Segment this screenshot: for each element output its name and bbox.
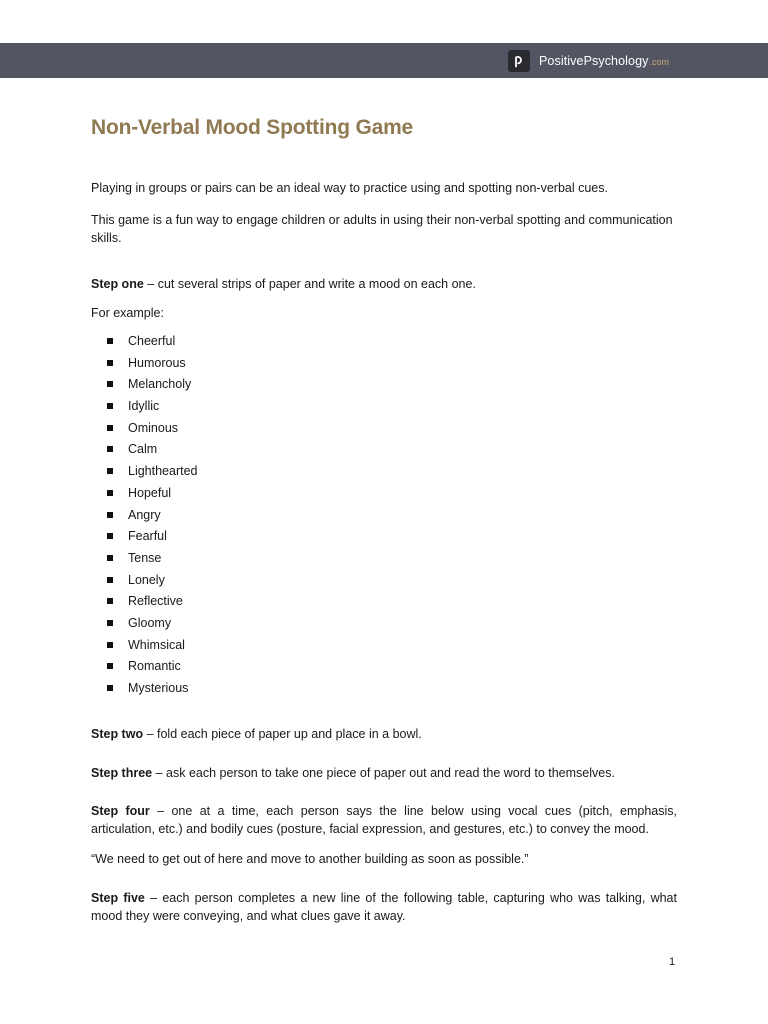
- for-example-label: For example:: [91, 306, 164, 320]
- brand-suffix: .com: [649, 57, 670, 67]
- list-item: [91, 636, 198, 658]
- step-one-label: Step one: [91, 277, 144, 291]
- intro-paragraph-1: Playing in groups or pairs can be an ideal way to practice using and spotting non-verbal cues.: [91, 181, 608, 195]
- step-one-text: – cut several strips of paper and write a mood on each one.: [143, 277, 476, 291]
- page-title: Non-Verbal Mood Spotting Game: [91, 116, 414, 139]
- list-item: [91, 440, 198, 462]
- mood-label: Gloomy: [128, 615, 172, 630]
- bullet-icon: [107, 533, 113, 539]
- mood-label: Reflective: [128, 594, 183, 609]
- bullet-icon: [107, 425, 113, 431]
- step-four-label: Step four: [91, 804, 150, 818]
- step-two-label: Step two: [91, 727, 144, 741]
- list-item: [91, 484, 198, 506]
- bullet-icon: [107, 598, 113, 604]
- step-two-text: – fold each piece of paper up and place in a bowl.: [143, 727, 422, 741]
- page-number: 1: [669, 956, 676, 968]
- header-banner: [0, 43, 768, 78]
- quote-line: “We need to get out of here and move to another building as soon as possible.”: [91, 852, 529, 866]
- list-item: [91, 549, 198, 571]
- bullet-icon: [107, 360, 113, 366]
- bullet-icon: [107, 577, 113, 583]
- mood-label: Lighthearted: [128, 464, 198, 479]
- mood-label: Romantic: [128, 659, 181, 674]
- bullet-icon: [107, 663, 113, 669]
- bullet-icon: [107, 381, 113, 387]
- list-item: [91, 571, 198, 593]
- mood-label: Mysterious: [128, 681, 189, 695]
- list-item: [91, 614, 198, 636]
- step-four: [91, 802, 677, 838]
- mood-label: Tense: [128, 550, 162, 565]
- mood-label: Calm: [128, 442, 158, 457]
- mood-label: Angry: [128, 507, 161, 522]
- bullet-icon: [107, 512, 113, 518]
- bullet-icon: [107, 468, 113, 474]
- list-item: [91, 419, 198, 441]
- mood-list: [91, 332, 198, 701]
- bullet-icon: [107, 620, 113, 626]
- step-five-label: Step five: [91, 891, 145, 905]
- step-five: [91, 889, 677, 925]
- list-item: [91, 332, 198, 354]
- bullet-icon: [107, 403, 113, 409]
- bullet-icon: [107, 555, 113, 561]
- list-item: [91, 354, 198, 376]
- mood-label: Hopeful: [128, 485, 172, 500]
- step-three-label: Step three: [91, 766, 153, 780]
- step-three: [91, 764, 677, 782]
- mood-label: Humorous: [128, 355, 186, 370]
- intro-paragraph-2: This game is a fun way to engage children or adults in using their non-verbal spotting and communication skills.: [91, 213, 673, 245]
- list-item: [91, 527, 198, 549]
- bullet-icon: [107, 685, 113, 691]
- mood-label: Lonely: [128, 572, 165, 587]
- mood-label: Cheerful: [128, 334, 176, 348]
- brand-logo-link[interactable]: [508, 50, 669, 72]
- positive-psychology-logo-icon: [508, 50, 530, 72]
- bullet-icon: [107, 490, 113, 496]
- step-one: [91, 275, 677, 293]
- step-three-text: – ask each person to take one piece of paper out and read the word to themselves.: [152, 766, 615, 780]
- list-item: [91, 506, 198, 528]
- list-item: [91, 592, 198, 614]
- bullet-icon: [107, 446, 113, 452]
- mood-label: Idyllic: [128, 399, 160, 414]
- bullet-icon: [107, 338, 113, 344]
- mood-label: Fearful: [128, 529, 167, 544]
- bullet-icon: [107, 642, 113, 648]
- list-item: [91, 462, 198, 484]
- brand-name: PositivePsychology: [539, 54, 649, 68]
- mood-label: Whimsical: [128, 637, 185, 652]
- list-item: [91, 679, 198, 701]
- list-item: [91, 397, 198, 419]
- mood-label: Melancholy: [128, 377, 192, 392]
- step-five-text: – each person completes a new line of the following table, capturing who was talking, what mood they were conveying, and what clues gave it away.: [91, 891, 677, 923]
- list-item: [91, 657, 198, 679]
- mood-label: Ominous: [128, 420, 179, 435]
- step-two: [91, 725, 677, 743]
- list-item: [91, 375, 198, 397]
- step-four-text: – one at a time, each person says the line below using vocal cues (pitch, emphasis, articulation, etc.) and bodily cues (posture, facial expression, and gestures, etc.) to convey the mood.: [91, 804, 678, 836]
